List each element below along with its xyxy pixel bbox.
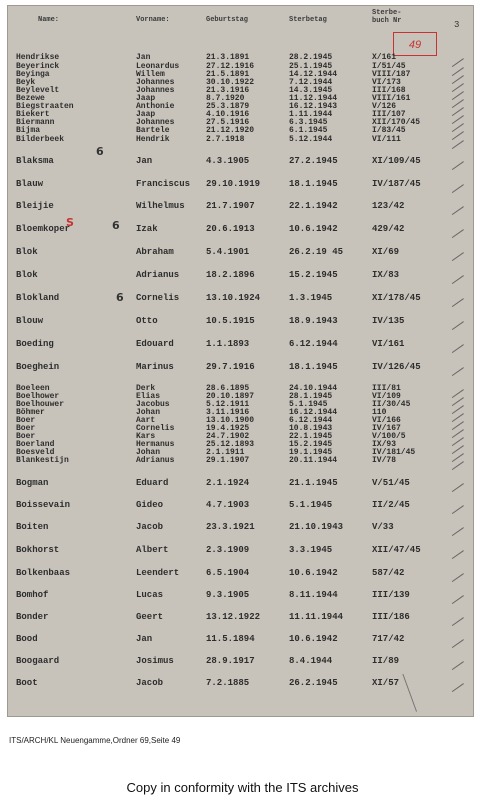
archive-reference: ITS/ARCH/KL Neuengamme,Ordner 69,Seite 49 bbox=[9, 736, 181, 745]
check-mark-icon bbox=[446, 631, 464, 648]
birth-date-cell: 27.12.1916 bbox=[206, 62, 255, 71]
first-name-cell: Wilhelmus bbox=[136, 201, 185, 211]
death-book-cell: III/139 bbox=[372, 590, 410, 600]
first-name-cell: Bartele bbox=[136, 126, 170, 135]
first-name-cell: Jan bbox=[136, 634, 153, 644]
surname-cell: Boeghein bbox=[16, 362, 60, 372]
birth-date-cell: 29.1.1907 bbox=[206, 456, 250, 465]
handwritten-scribble bbox=[402, 660, 454, 712]
birth-date-cell: 25.12.1893 bbox=[206, 440, 255, 449]
death-date-cell: 6.12.1944 bbox=[289, 339, 338, 349]
death-book-cell: IV/135 bbox=[372, 316, 405, 326]
first-name-cell: Franciscus bbox=[136, 179, 191, 189]
check-mark-icon bbox=[446, 244, 464, 261]
first-name-cell: Anthonie bbox=[136, 102, 175, 111]
surname-cell: Boelhower bbox=[16, 392, 60, 401]
surname-cell: Blokland bbox=[16, 293, 60, 303]
birth-date-cell: 29.10.1919 bbox=[206, 179, 261, 189]
first-name-cell: Aart bbox=[136, 416, 156, 425]
surname-cell: Boeding bbox=[16, 339, 54, 349]
surname-cell: Beyinga bbox=[16, 70, 50, 79]
page-number: 3 bbox=[454, 20, 460, 30]
birth-date-cell: 27.5.1916 bbox=[206, 118, 250, 127]
birth-date-cell: 21.3.1916 bbox=[206, 86, 250, 95]
surname-cell: Blok bbox=[16, 247, 38, 257]
death-date-cell: 8.4.1944 bbox=[289, 656, 333, 666]
death-date-cell: 15.2.1945 bbox=[289, 270, 338, 280]
birth-date-cell: 28.9.1917 bbox=[206, 656, 255, 666]
death-date-cell: 5.12.1944 bbox=[289, 135, 333, 144]
death-date-cell: 3.3.1945 bbox=[289, 545, 333, 555]
surname-cell: Boot bbox=[16, 678, 38, 688]
check-mark-icon bbox=[446, 176, 464, 193]
birth-date-cell: 10.5.1915 bbox=[206, 316, 255, 326]
first-name-cell: Marinus bbox=[136, 362, 174, 372]
death-date-cell: 18.1.1945 bbox=[289, 362, 338, 372]
death-book-cell: III/81 bbox=[372, 384, 401, 393]
birth-date-cell: 4.10.1916 bbox=[206, 110, 250, 119]
birth-date-cell: 2.1.1911 bbox=[206, 448, 245, 457]
death-book-cell: I/51/45 bbox=[372, 62, 406, 71]
header-birth-date: Geburtstag bbox=[206, 16, 249, 24]
surname-cell: Bolkenbaas bbox=[16, 568, 71, 578]
first-name-cell: Eduard bbox=[136, 478, 169, 488]
death-date-cell: 18.1.1945 bbox=[289, 179, 338, 189]
death-book-cell: XI/109/45 bbox=[372, 156, 421, 166]
birth-date-cell: 2.7.1918 bbox=[206, 135, 245, 144]
surname-cell: Beylevelt bbox=[16, 86, 60, 95]
first-name-cell: Cornelis bbox=[136, 293, 180, 303]
birth-date-cell: 11.5.1894 bbox=[206, 634, 255, 644]
death-book-cell: IX/83 bbox=[372, 270, 400, 280]
check-mark-icon bbox=[446, 587, 464, 604]
death-book-cell: VI/166 bbox=[372, 416, 401, 425]
death-date-cell: 14.12.1944 bbox=[289, 70, 338, 79]
first-name-cell: Jacob bbox=[136, 678, 164, 688]
death-book-cell: IX/93 bbox=[372, 440, 397, 449]
death-date-cell: 1.3.1945 bbox=[289, 293, 333, 303]
death-date-cell: 16.12.1943 bbox=[289, 102, 338, 111]
death-date-cell: 15.2.1945 bbox=[289, 440, 333, 449]
death-date-cell: 19.1.1945 bbox=[289, 448, 333, 457]
first-name-cell: Leendert bbox=[136, 568, 180, 578]
death-date-cell: 20.11.1944 bbox=[289, 456, 338, 465]
first-name-cell: Otto bbox=[136, 316, 158, 326]
surname-cell: Blauw bbox=[16, 179, 44, 189]
death-book-cell: VIII/161 bbox=[372, 94, 411, 103]
first-name-cell: Adrianus bbox=[136, 270, 180, 280]
first-name-cell: Elias bbox=[136, 392, 161, 401]
death-date-cell: 10.6.1942 bbox=[289, 568, 338, 578]
death-book-cell: IV/167 bbox=[372, 424, 401, 433]
surname-cell: Bonder bbox=[16, 612, 49, 622]
first-name-cell: Johannes bbox=[136, 118, 175, 127]
first-name-cell: Jacob bbox=[136, 522, 164, 532]
surname-cell: Bezewe bbox=[16, 94, 45, 103]
surname-cell: Bleijie bbox=[16, 201, 54, 211]
check-mark-icon bbox=[446, 267, 464, 284]
first-name-cell: Jan bbox=[136, 53, 151, 62]
death-book-cell: 717/42 bbox=[372, 634, 405, 644]
death-date-cell: 6.12.1944 bbox=[289, 416, 333, 425]
surname-cell: Biermann bbox=[16, 118, 55, 127]
check-mark-icon bbox=[446, 290, 464, 307]
death-book-cell: III/168 bbox=[372, 86, 406, 95]
birth-date-cell: 21.12.1920 bbox=[206, 126, 255, 135]
death-date-cell: 16.12.1944 bbox=[289, 408, 338, 417]
first-name-cell: Edouard bbox=[136, 339, 174, 349]
birth-date-cell: 2.3.1909 bbox=[206, 545, 250, 555]
death-book-cell: IV/181/45 bbox=[372, 448, 416, 457]
first-name-cell: Leonardus bbox=[136, 62, 180, 71]
surname-cell: Boer bbox=[16, 416, 36, 425]
surname-cell: Böhmer bbox=[16, 408, 45, 417]
first-name-cell: Izak bbox=[136, 224, 158, 234]
birth-date-cell: 25.3.1879 bbox=[206, 102, 250, 111]
death-book-cell: III/186 bbox=[372, 612, 410, 622]
death-date-cell: 5.1.1945 bbox=[289, 500, 333, 510]
first-name-cell: Hermanus bbox=[136, 440, 175, 449]
birth-date-cell: 13.10.1924 bbox=[206, 293, 261, 303]
death-date-cell: 27.2.1945 bbox=[289, 156, 338, 166]
death-date-cell: 21.1.1945 bbox=[289, 478, 338, 488]
birth-date-cell: 4.7.1903 bbox=[206, 500, 250, 510]
death-book-cell: II/89 bbox=[372, 656, 400, 666]
death-date-cell: 24.10.1944 bbox=[289, 384, 338, 393]
birth-date-cell: 8.7.1920 bbox=[206, 94, 245, 103]
first-name-cell: Derk bbox=[136, 384, 156, 393]
header-death-book: Sterbe- buch Nr bbox=[372, 9, 402, 25]
death-book-cell: XI/69 bbox=[372, 247, 400, 257]
check-mark-icon bbox=[446, 565, 464, 582]
surname-cell: Bogman bbox=[16, 478, 49, 488]
birth-date-cell: 21.5.1891 bbox=[206, 70, 250, 79]
surname-cell: Boerland bbox=[16, 440, 55, 449]
death-date-cell: 26.2.1945 bbox=[289, 678, 338, 688]
surname-cell: Bomhof bbox=[16, 590, 49, 600]
check-mark-icon bbox=[446, 653, 464, 670]
check-mark-icon bbox=[446, 221, 464, 238]
birth-date-cell: 1.1.1893 bbox=[206, 339, 250, 349]
death-book-cell: 429/42 bbox=[372, 224, 405, 234]
death-book-cell: IV/187/45 bbox=[372, 179, 421, 189]
death-date-cell: 6.1.1945 bbox=[289, 126, 328, 135]
surname-cell: Bood bbox=[16, 634, 38, 644]
death-book-cell: X/161 bbox=[372, 53, 397, 62]
check-mark-icon bbox=[446, 153, 464, 170]
death-book-cell: XII/47/45 bbox=[372, 545, 421, 555]
birth-date-cell: 18.2.1896 bbox=[206, 270, 255, 280]
first-name-cell: Johannes bbox=[136, 78, 175, 87]
first-name-cell: Johannes bbox=[136, 86, 175, 95]
surname-cell: Boeleen bbox=[16, 384, 50, 393]
surname-cell: Blok bbox=[16, 270, 38, 280]
first-name-cell: Lucas bbox=[136, 590, 164, 600]
death-date-cell: 1.11.1944 bbox=[289, 110, 333, 119]
death-date-cell: 28.1.1945 bbox=[289, 392, 333, 401]
archive-scan bbox=[7, 5, 474, 717]
first-name-cell: Josimus bbox=[136, 656, 174, 666]
birth-date-cell: 5.4.1901 bbox=[206, 247, 250, 257]
header-first-name: Vorname: bbox=[136, 16, 170, 24]
death-date-cell: 11.11.1944 bbox=[289, 612, 344, 622]
check-mark-icon bbox=[446, 609, 464, 626]
first-name-cell: Kars bbox=[136, 432, 156, 441]
death-date-cell: 18.9.1943 bbox=[289, 316, 338, 326]
surname-cell: Biegstraaten bbox=[16, 102, 74, 111]
birth-date-cell: 19.4.1925 bbox=[206, 424, 250, 433]
surname-cell: Blankestijn bbox=[16, 456, 69, 465]
surname-cell: Boissevain bbox=[16, 500, 71, 510]
death-book-cell: VI/161 bbox=[372, 339, 405, 349]
handwritten-six-mark-2: 6 bbox=[112, 219, 120, 232]
death-book-cell: V/126 bbox=[372, 102, 397, 111]
first-name-cell: Geert bbox=[136, 612, 164, 622]
death-book-cell: 587/42 bbox=[372, 568, 405, 578]
death-date-cell: 10.8.1943 bbox=[289, 424, 333, 433]
death-date-cell: 10.6.1942 bbox=[289, 634, 338, 644]
first-name-cell: Albert bbox=[136, 545, 169, 555]
surname-cell: Bijma bbox=[16, 126, 41, 135]
death-book-cell: V/100/5 bbox=[372, 432, 406, 441]
check-mark-icon bbox=[446, 497, 464, 514]
death-date-cell: 5.1.1945 bbox=[289, 400, 328, 409]
birth-date-cell: 3.11.1916 bbox=[206, 408, 250, 417]
birth-date-cell: 21.7.1907 bbox=[206, 201, 255, 211]
handwritten-six-mark: 6 bbox=[96, 145, 104, 158]
birth-date-cell: 13.12.1922 bbox=[206, 612, 261, 622]
first-name-cell: Willem bbox=[136, 70, 165, 79]
death-book-cell: II/30/45 bbox=[372, 400, 411, 409]
first-name-cell: Jan bbox=[136, 156, 153, 166]
surname-cell: Blaksma bbox=[16, 156, 54, 166]
surname-cell: Boiten bbox=[16, 522, 49, 532]
birth-date-cell: 20.6.1913 bbox=[206, 224, 255, 234]
death-date-cell: 10.6.1942 bbox=[289, 224, 338, 234]
birth-date-cell: 6.5.1904 bbox=[206, 568, 250, 578]
death-date-cell: 25.1.1945 bbox=[289, 62, 333, 71]
first-name-cell: Hendrik bbox=[136, 135, 170, 144]
death-date-cell: 28.2.1945 bbox=[289, 53, 333, 62]
death-book-cell: 110 bbox=[372, 408, 387, 417]
death-date-cell: 11.12.1944 bbox=[289, 94, 338, 103]
death-date-cell: 26.2.19 45 bbox=[289, 247, 344, 257]
conformity-statement: Copy in conformity with the ITS archives bbox=[126, 780, 359, 795]
death-book-cell: XI/178/45 bbox=[372, 293, 421, 303]
death-book-cell: I/83/45 bbox=[372, 126, 406, 135]
check-mark-icon bbox=[446, 313, 464, 330]
surname-cell: Bloemkoper bbox=[16, 224, 71, 234]
first-name-cell: Jaap bbox=[136, 110, 156, 119]
birth-date-cell: 2.1.1924 bbox=[206, 478, 250, 488]
death-book-cell: IV/126/45 bbox=[372, 362, 421, 372]
death-book-cell: XII/170/45 bbox=[372, 118, 421, 127]
death-book-cell: VI/111 bbox=[372, 135, 401, 144]
death-date-cell: 6.3.1945 bbox=[289, 118, 328, 127]
birth-date-cell: 4.3.1905 bbox=[206, 156, 250, 166]
check-mark-icon bbox=[446, 519, 464, 536]
death-book-cell: III/107 bbox=[372, 110, 406, 119]
check-mark-icon bbox=[446, 359, 464, 376]
first-name-cell: Jacobus bbox=[136, 400, 170, 409]
surname-cell: Beyerinck bbox=[16, 62, 60, 71]
check-mark-icon bbox=[446, 542, 464, 559]
first-name-cell: Gideo bbox=[136, 500, 164, 510]
death-book-cell: VI/173 bbox=[372, 78, 401, 87]
check-mark-icon bbox=[446, 336, 464, 353]
birth-date-cell: 20.10.1897 bbox=[206, 392, 255, 401]
surname-cell: Hendrikse bbox=[16, 53, 60, 62]
check-mark-icon bbox=[446, 475, 464, 492]
death-book-cell: VIII/187 bbox=[372, 70, 411, 79]
surname-cell: Boer bbox=[16, 424, 36, 433]
surname-cell: Boer bbox=[16, 432, 36, 441]
death-date-cell: 8.11.1944 bbox=[289, 590, 338, 600]
first-name-cell: Adrianus bbox=[136, 456, 175, 465]
death-book-cell: XI/57 bbox=[372, 678, 400, 688]
red-s-mark: S bbox=[66, 216, 74, 229]
header-death-date: Sterbetag bbox=[289, 16, 327, 24]
birth-date-cell: 24.7.1902 bbox=[206, 432, 250, 441]
death-date-cell: 22.1.1945 bbox=[289, 432, 333, 441]
birth-date-cell: 28.6.1895 bbox=[206, 384, 250, 393]
surname-cell: Bilderbeek bbox=[16, 135, 65, 144]
surname-cell: Boelhouwer bbox=[16, 400, 65, 409]
birth-date-cell: 23.3.1921 bbox=[206, 522, 255, 532]
first-name-cell: Abraham bbox=[136, 247, 174, 257]
death-date-cell: 22.1.1942 bbox=[289, 201, 338, 211]
birth-date-cell: 30.10.1922 bbox=[206, 78, 255, 87]
birth-date-cell: 7.2.1885 bbox=[206, 678, 250, 688]
surname-cell: Biekert bbox=[16, 110, 50, 119]
death-book-cell: V/33 bbox=[372, 522, 394, 532]
death-book-cell: V/51/45 bbox=[372, 478, 410, 488]
surname-cell: Blouw bbox=[16, 316, 44, 326]
death-date-cell: 14.3.1945 bbox=[289, 86, 333, 95]
surname-cell: Bokhorst bbox=[16, 545, 60, 555]
death-book-cell: II/2/45 bbox=[372, 500, 410, 510]
death-date-cell: 21.10.1943 bbox=[289, 522, 344, 532]
birth-date-cell: 13.10.1900 bbox=[206, 416, 255, 425]
red-stamp-number: 49 bbox=[393, 32, 437, 56]
handwritten-six-mark-3: 6 bbox=[116, 291, 124, 304]
first-name-cell: Johan bbox=[136, 448, 161, 457]
header-name: Name: bbox=[38, 16, 60, 24]
check-mark-icon bbox=[446, 198, 464, 215]
surname-cell: Beyk bbox=[16, 78, 36, 87]
birth-date-cell: 9.3.1905 bbox=[206, 590, 250, 600]
birth-date-cell: 5.12.1911 bbox=[206, 400, 250, 409]
birth-date-cell: 29.7.1916 bbox=[206, 362, 255, 372]
first-name-cell: Cornelis bbox=[136, 424, 175, 433]
birth-date-cell: 21.3.1891 bbox=[206, 53, 250, 62]
first-name-cell: Jaap bbox=[136, 94, 156, 103]
death-book-cell: 123/42 bbox=[372, 201, 405, 211]
death-date-cell: 7.12.1944 bbox=[289, 78, 333, 87]
death-book-cell: IV/78 bbox=[372, 456, 397, 465]
surname-cell: Boogaard bbox=[16, 656, 60, 666]
surname-cell: Boesveld bbox=[16, 448, 55, 457]
first-name-cell: Johan bbox=[136, 408, 161, 417]
death-book-cell: VI/109 bbox=[372, 392, 401, 401]
